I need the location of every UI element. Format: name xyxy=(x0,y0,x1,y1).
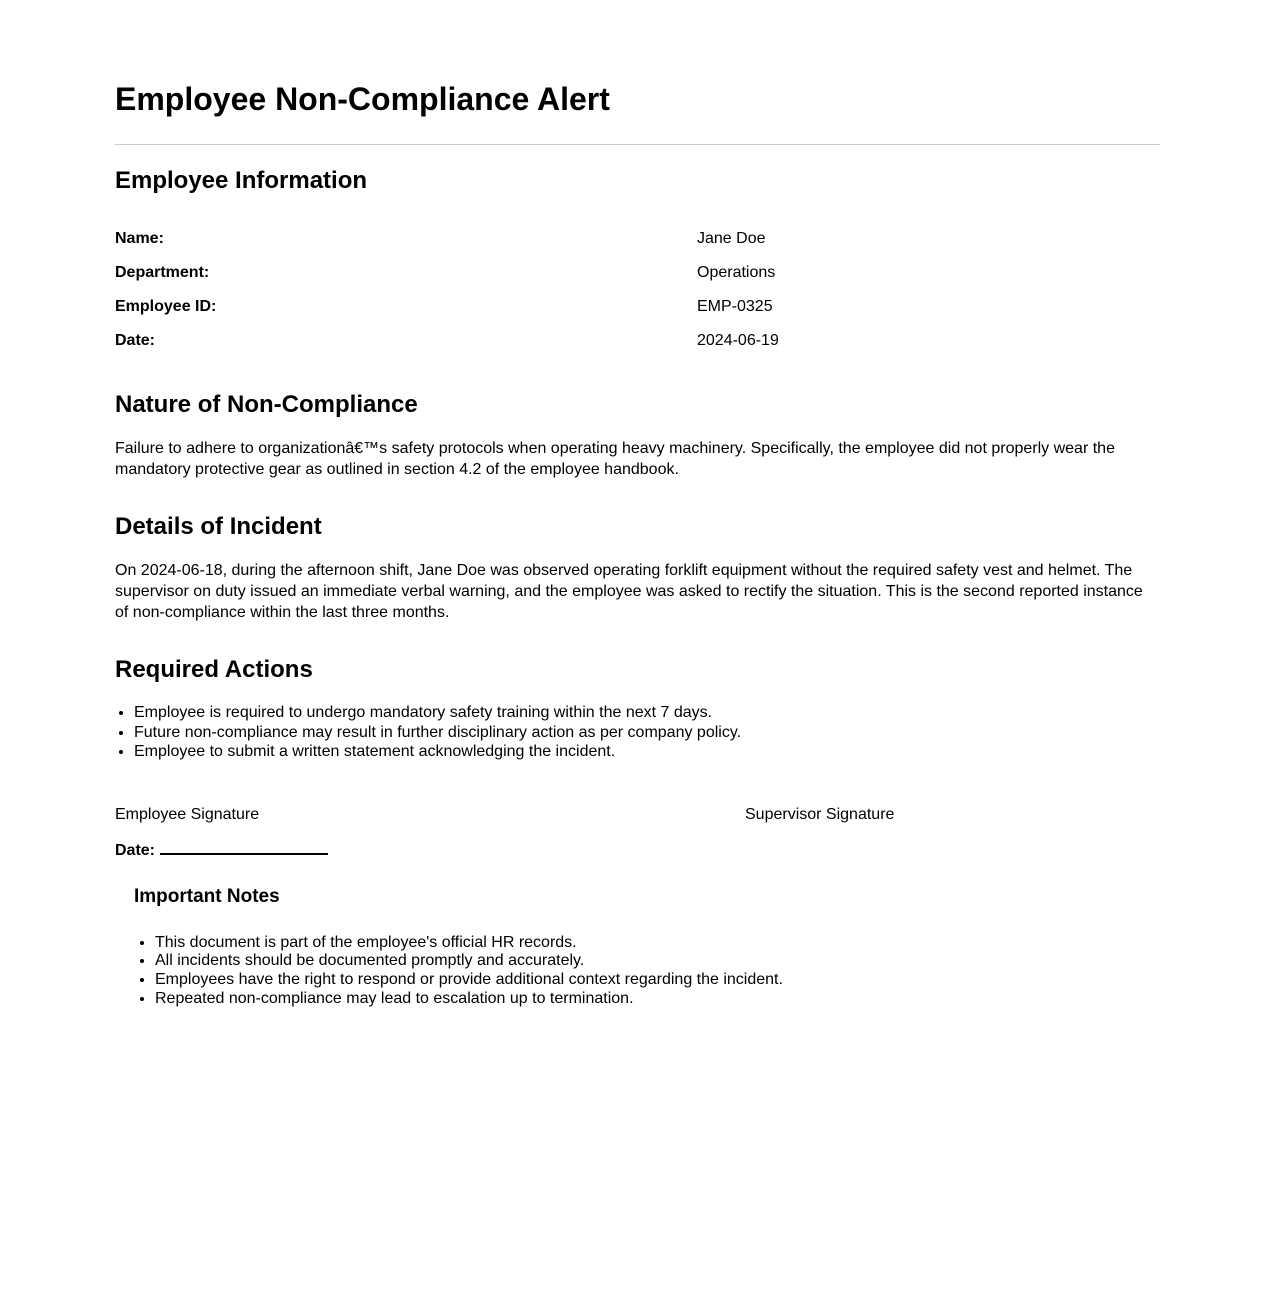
employee-info-table xyxy=(115,222,1160,358)
important-notes-list xyxy=(134,934,1160,1009)
important-notes-heading: Important Notes xyxy=(134,885,280,907)
info-field-value: Operations xyxy=(697,264,776,281)
required-action-item: • Employee is required to undergo mandatory safety training within the next 7 days. xyxy=(134,703,1160,723)
nature-paragraph: Failure to adhere to organizationâ€™s safety protocols when operating heavy machinery. Specifically, the employee did not properly wear the mandatory protective gear as outlined in section 4.2 of the employee handbook. xyxy=(115,440,1115,478)
signature-date-label: Date: xyxy=(115,841,156,859)
info-field-label: Date: xyxy=(115,332,156,349)
supervisor-signature-label: Supervisor Signature xyxy=(745,805,895,823)
page-title: Employee Non-Compliance Alert xyxy=(115,81,610,117)
info-field-value: Jane Doe xyxy=(697,230,766,247)
details-heading: Details of Incident xyxy=(115,513,322,540)
note-item: • This document is part of the employee's official HR records. xyxy=(155,934,1160,953)
document-body xyxy=(115,0,1160,1009)
signature-row xyxy=(115,805,1160,824)
note-item: • Repeated non-compliance may lead to escalation up to termination. xyxy=(155,990,1160,1009)
required-actions-heading: Required Actions xyxy=(115,656,313,683)
note-item: • All incidents should be documented promptly and accurately. xyxy=(155,952,1160,971)
info-field-label: Employee ID: xyxy=(115,298,217,315)
info-field-label: Department: xyxy=(115,264,210,281)
info-field-label: Name: xyxy=(115,230,164,247)
important-notes-section xyxy=(134,886,1160,1009)
required-action-item: • Future non-compliance may result in further disciplinary action as per company policy. xyxy=(134,723,1160,743)
info-field-value: EMP-0325 xyxy=(697,298,773,315)
note-item: • Employees have the right to respond or provide additional context regarding the incident. xyxy=(155,971,1160,990)
signature-date-row xyxy=(115,839,1160,860)
details-paragraph: On 2024-06-18, during the afternoon shift, Jane Doe was observed operating forklift equipment without the required safety vest and helmet. The supervisor on duty issued an immediate verbal warning, and the employee was asked to rectify the situation. This is the second reported instance of non-compliance within the last three months. xyxy=(115,562,1143,621)
nature-heading: Nature of Non-Compliance xyxy=(115,391,418,418)
employee-signature-label: Employee Signature xyxy=(115,805,260,823)
required-action-item: • Employee to submit a written statement acknowledging the incident. xyxy=(134,742,1160,762)
employee-info-heading: Employee Information xyxy=(115,167,368,194)
title-divider xyxy=(115,144,1160,145)
info-field-value: 2024-06-19 xyxy=(697,332,779,349)
required-actions-list xyxy=(115,703,1160,762)
signature-date-blank-line xyxy=(160,839,328,855)
